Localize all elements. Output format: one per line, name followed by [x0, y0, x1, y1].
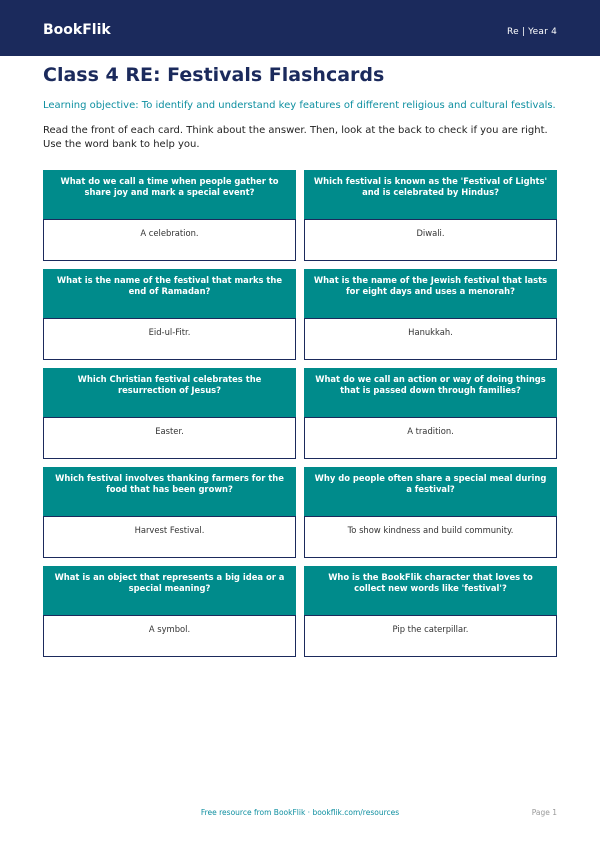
- instructions: Read the front of each card. Think about the answer. Then, look at the back to check if you are right. Use the word bank to help you.: [43, 125, 548, 150]
- flashcard-question: Which Christian festival celebrates the resurrection of Jesus?: [43, 368, 296, 417]
- page-title: Class 4 RE: Festivals Flashcards: [43, 64, 385, 86]
- flashcard[interactable]: [43, 269, 296, 360]
- brand-logo[interactable]: BookFlik: [43, 22, 111, 38]
- flashcard-question: What is the name of the festival that marks the end of Ramadan?: [43, 269, 296, 318]
- flashcard-answer: Easter.: [43, 417, 296, 459]
- flashcard[interactable]: [304, 368, 557, 459]
- flashcard-answer: A celebration.: [43, 219, 296, 261]
- flashcard[interactable]: [43, 170, 296, 261]
- flashcard-grid: [43, 170, 557, 657]
- flashcard[interactable]: [304, 467, 557, 558]
- header-bar: [0, 0, 600, 56]
- page-number: Page 1: [531, 808, 557, 817]
- flashcard-question: What do we call a time when people gather to share joy and mark a special event?: [43, 170, 296, 219]
- flashcard-answer: A tradition.: [304, 417, 557, 459]
- learning-objective: Learning objective: To identify and understand key features of different religious and cultural festivals.: [43, 100, 556, 111]
- flashcard-question: What do we call an action or way of doing things that is passed down through families?: [304, 368, 557, 417]
- subject-year-label: Re | Year 4: [507, 27, 557, 37]
- flashcard-answer: To show kindness and build community.: [304, 516, 557, 558]
- flashcard-answer: Eid-ul-Fitr.: [43, 318, 296, 360]
- flashcard[interactable]: [43, 566, 296, 657]
- flashcard-answer: A symbol.: [43, 615, 296, 657]
- flashcard-answer: Harvest Festival.: [43, 516, 296, 558]
- flashcard-question: Which festival involves thanking farmers for the food that has been grown?: [43, 467, 296, 516]
- flashcard[interactable]: [304, 170, 557, 261]
- flashcard-answer: Pip the caterpillar.: [304, 615, 557, 657]
- flashcard-answer: Hanukkah.: [304, 318, 557, 360]
- footer-credit[interactable]: Free resource from BookFlik · bookflik.com/resources: [200, 808, 400, 817]
- flashcard-question: Why do people often share a special meal during a festival?: [304, 467, 557, 516]
- flashcard-question: Who is the BookFlik character that loves to collect new words like 'festival'?: [304, 566, 557, 615]
- flashcard[interactable]: [304, 269, 557, 360]
- flashcard-question: What is the name of the Jewish festival that lasts for eight days and uses a menorah?: [304, 269, 557, 318]
- flashcard[interactable]: [304, 566, 557, 657]
- flashcard-answer: Diwali.: [304, 219, 557, 261]
- flashcard[interactable]: [43, 368, 296, 459]
- flashcard-question: What is an object that represents a big idea or a special meaning?: [43, 566, 296, 615]
- flashcard[interactable]: [43, 467, 296, 558]
- flashcard-question: Which festival is known as the 'Festival of Lights' and is celebrated by Hindus?: [304, 170, 557, 219]
